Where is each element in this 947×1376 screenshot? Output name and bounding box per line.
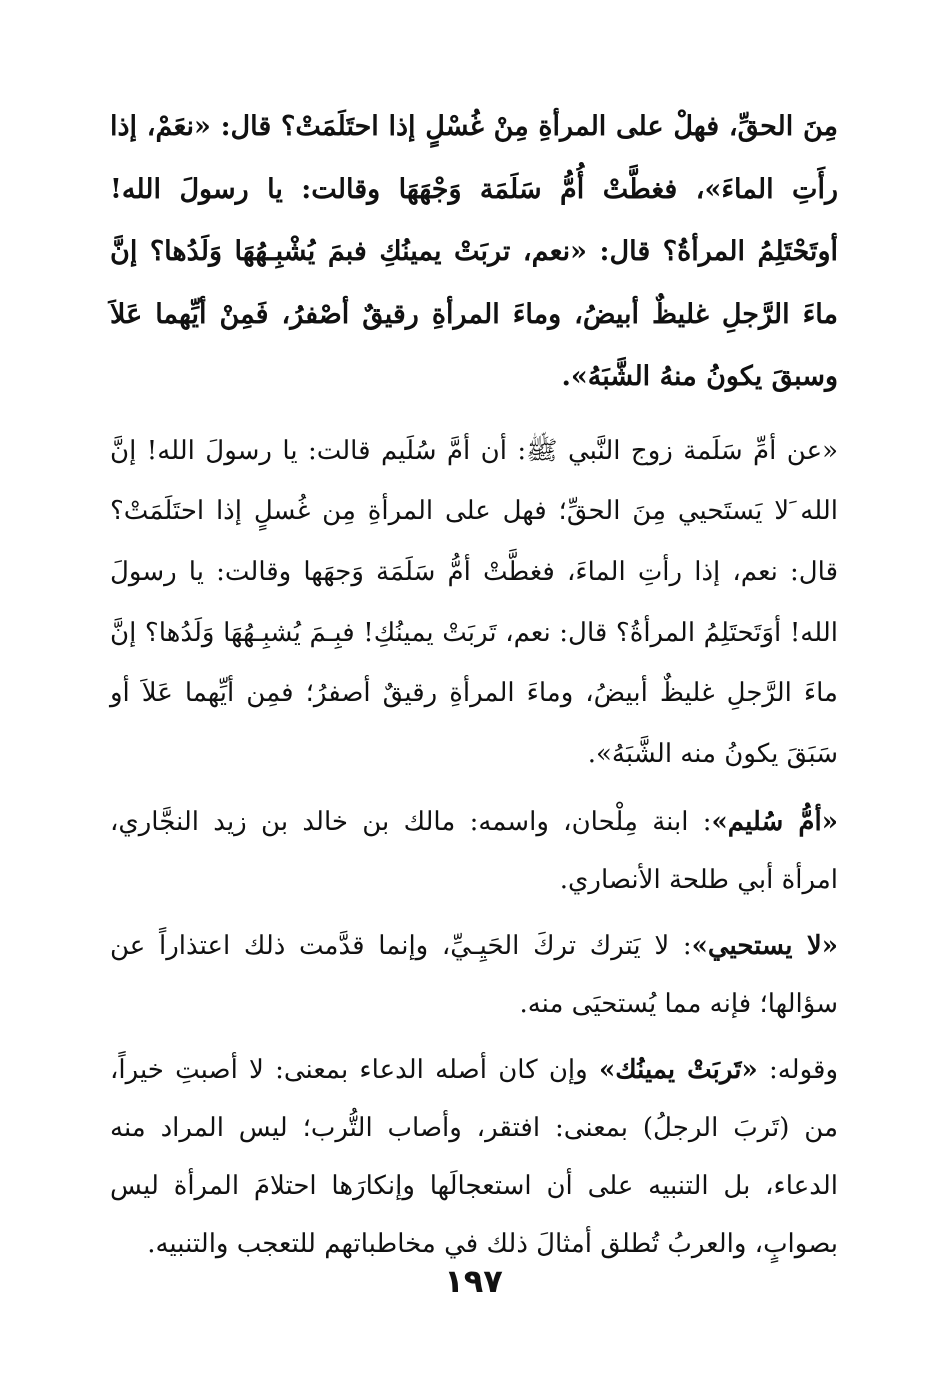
note-text: وإن كان أصله الدعاء بمعنى: لا أصبتِ خيراً، من (تَربَ الرجلُ) بمعنى: افتقر، وأصاب التُّرب؛ ليس المراد منه الدعاء، بل التنبيه على أن استعجالَها وإنكارَها احتلامَ المرأة ليس بصوابٍ، والعربُ تُطلق أمثالَ ذلك في مخاطباتهم للتعجب والتنبيه. xyxy=(110,1054,838,1259)
note-text: : ابنة مِلْحان، واسمه: مالك بن خالد بن زيد النجَّاري، امرأة أبي طلحة الأنصاري. xyxy=(110,806,838,895)
hadith-full-text: «عن أمِّ سَلَمة زوج النَّبي ﷺ: أن أمَّ سُلَيم قالت: يا رسولَ الله! إنَّ الله َلا يَستَحيي مِنَ الحقِّ؛ فهل على المرأةِ مِن غُسلٍ إذا احتَلَمَتْ؟ قال: نعم، إذا رأتِ الماءَ، فغطَّتْ أمُّ سَلَمَة وَجهَها وقالت: يا رسولَ الله! أوَتَحتَلِمُ المرأةُ؟ قال: نعم، تَربَتْ يمينُكِ! فبِـمَ يُشبِـهُهَا وَلَدُها؟ إنَّ ماءَ الرَّجلِ غليظٌ أبيضُ، وماءَ المرأةِ رقيقٌ أصفرُ؛ فمِن أيِّهما عَلاَ أو سَبَقَ يكونُ منه الشَّبَهُ». xyxy=(110,435,838,770)
note-term: «تَربَتْ يمينُك» xyxy=(598,1054,758,1085)
note-text: : لا يَترك تركَ الحَيِـيِّ، وإنما قدَّمت ذلك اعتذاراً عن سؤالها؛ فإنه مما يُستحيَى منه. xyxy=(110,930,838,1019)
note-taribat-yaminuk xyxy=(110,1041,838,1273)
hadith-continuation-bold: مِنَ الحقِّ، فهلْ على المرأةِ مِنْ غُسْلٍ إذا احتَلَمَتْ؟ قال: «نعَمْ، إذا رأَتِ الماءَ»، فغطَّتْ أُمُّ سَلَمَة وَجْهَهَا وقالت: يا رسولَ الله! أوتَحْتَلِمُ المرأةُ؟ قال: «نعم، تربَتْ يمينُكِ فبمَ يُشْبِـهُهَا وَلَدُها؟ إنَّ ماءَ الرَّجلِ غليظٌ أبيضُ، وماءَ المرأةِ رقيقٌ أصْفرُ، فَمِنْ أيِّهما عَلاَ وسبقَ يكونُ منهُ الشَّبَهُ». xyxy=(110,111,838,392)
note-term: «لا يستحيي» xyxy=(691,930,838,961)
note-umm-sulaym xyxy=(110,793,838,909)
page-number: ١٩٧ xyxy=(444,1262,503,1300)
note-lead: وقوله: xyxy=(757,1054,838,1085)
note-term: «أمُّ سُليم» xyxy=(711,806,838,837)
note-la-yastahyi xyxy=(110,917,838,1033)
book-page xyxy=(110,96,838,1316)
